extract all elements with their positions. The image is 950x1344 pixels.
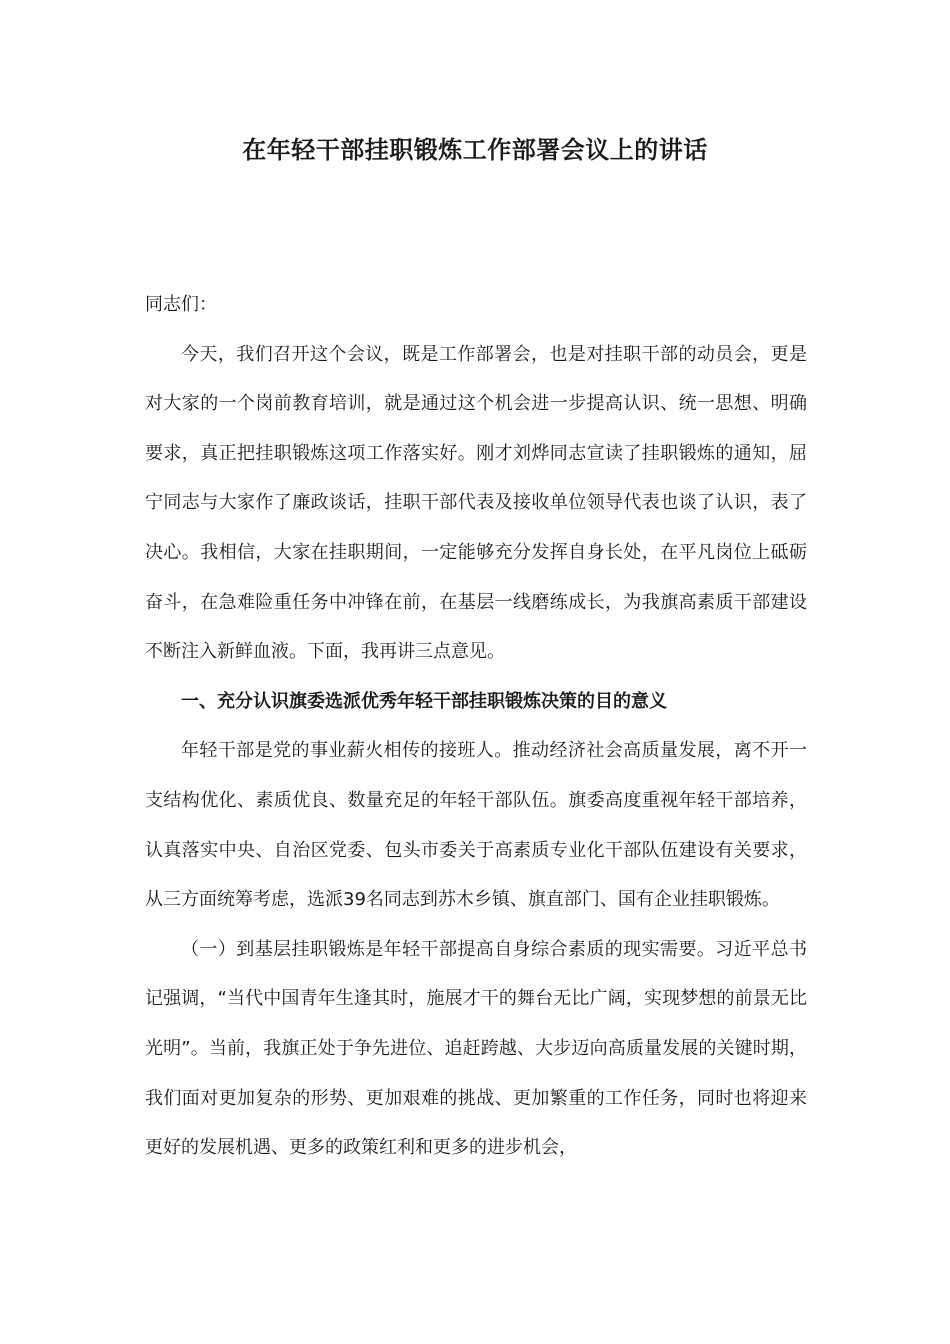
document-body xyxy=(145,280,807,1173)
document-title: 在年轻干部挂职锻炼工作部署会议上的讲话 xyxy=(242,136,708,164)
salutation: 同志们： xyxy=(145,294,217,315)
section-heading-1: 一、充分认识旗委选派优秀年轻干部挂职锻炼决策的目的意义 xyxy=(181,690,667,712)
paragraph-subsection-1: （一）到基层挂职锻炼是年轻干部提高自身综合素质的现实需要。习近平总书记强调，“当代中国青年生逢其时，施展才干的舞台无比广阔，实现梦想的前景无比光明”。当前，我旗正处于争先进位、追赶跨越、大步迈向高质量发展的关键时期，我们面对更加复杂的形势、更加艰难的挑战、更加繁重的工作任务，同时也将迎来更好的发展机遇、更多的政策红利和更多的进步机会， xyxy=(145,938,807,1159)
paragraph-opening: 今天，我们召开这个会议，既是工作部署会，也是对挂职干部的动员会，更是对大家的一个岗前教育培训，就是通过这个机会进一步提高认识、统一思想、明确要求，真正把挂职锻炼这项工作落实好。刚才刘烨同志宣读了挂职锻炼的通知，屈宁同志与大家作了廉政谈话，挂职干部代表及接收单位领导代表也谈了认识，表了决心。我相信，大家在挂职期间，一定能够充分发挥自身长处，在平凡岗位上砥砺奋斗，在急难险重任务中冲锋在前，在基层一线磨练成长，为我旗高素质干部建设不断注入新鲜血液。下面，我再讲三点意见。 xyxy=(145,343,807,663)
paragraph-section-1: 年轻干部是党的事业薪火相传的接班人。推动经济社会高质量发展，离不开一支结构优化、素质优良、数量充足的年轻干部队伍。旗委高度重视年轻干部培养，认真落实中央、自治区党委、包头市委关于高素质专业化干部队伍建设有关要求，从三方面统筹考虑，选派39名同志到苏木乡镇、旗直部门、国有企业挂职锻炼。 xyxy=(145,740,807,911)
